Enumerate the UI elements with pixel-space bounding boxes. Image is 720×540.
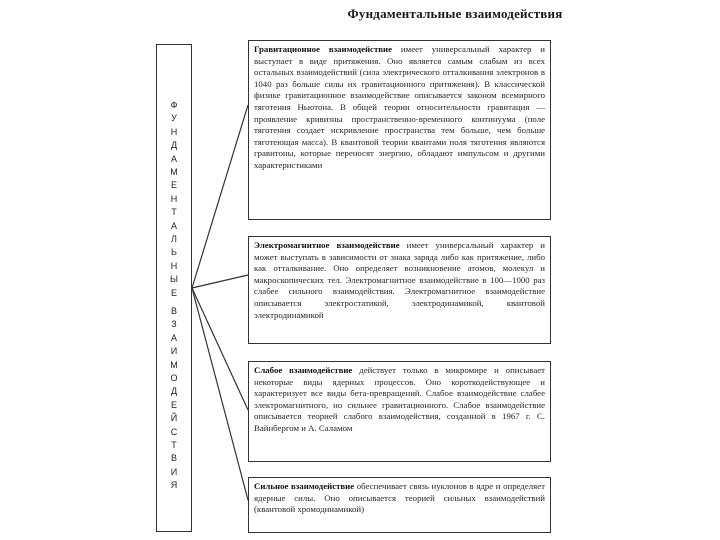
block-term: Гравитационное взаимодействие bbox=[254, 44, 393, 54]
vertical-letter: И bbox=[170, 346, 178, 357]
vertical-letter: Л bbox=[171, 234, 177, 245]
connector-line-weak bbox=[192, 288, 248, 410]
vertical-letter: А bbox=[170, 153, 177, 164]
vertical-word-interactions bbox=[157, 305, 191, 493]
vertical-letter: И bbox=[170, 466, 178, 477]
vertical-letter: М bbox=[170, 167, 178, 178]
block-term: Сильное взаимодействие bbox=[254, 481, 355, 491]
connector-line-strong bbox=[192, 288, 248, 500]
vertical-label-box bbox=[156, 44, 192, 532]
vertical-letter: Й bbox=[170, 413, 178, 424]
vertical-letter: Е bbox=[170, 287, 177, 298]
weak-interaction-block bbox=[248, 361, 551, 462]
vertical-letter: О bbox=[170, 373, 178, 384]
connector-line-gravitational bbox=[192, 105, 248, 288]
block-text: имеет универсальный характер и может выступать в зависимости от знака заряда либо как притяжение, либо как отталкивание. Оно определяет возникновение атомов, молекул и макроскопических тел. Электромагнитное взаимодействие в 100—1000 раз слабее сильного взаимодействия. Электромагнитное взаимодействие описывается электростатикой, электродинамикой, квантовой электродинамикой bbox=[254, 240, 546, 320]
block-text: обеспечивает связь нуклонов в ядре и определяет ядерные силы. Оно описывается теорией сильных взаимодействий (квантовой хромодинамикой) bbox=[254, 481, 545, 515]
vertical-letter: Е bbox=[170, 180, 177, 191]
gravitational-interaction-block bbox=[248, 40, 551, 220]
block-text: действует только в микромире и описывает некоторые виды ядерных процессов. Оно короткодействующее и характеризует все виды бета-превращений. Слабое взаимодействие слабее электромагнитного, но сильнее гравитационного. Слабое взаимодействие описывается теорией слабого взаимодействия, созданной в 1967 г. С. Вайнбергом и А. Саламом bbox=[254, 365, 545, 433]
vertical-letter: Н bbox=[170, 126, 178, 137]
vertical-letter: Я bbox=[170, 480, 178, 491]
vertical-letter: Д bbox=[170, 140, 178, 151]
connector-line-electromagnetic bbox=[192, 275, 248, 288]
block-text: имеет универсальный характер и выступает в виде притяжения. Оно является самым слабым из всех остальных взаимодействий (сила электрического отталкивания электронов в 1040 раз больше силы их гравитационного притяжения). В классической физике гравитационное взаимодействие описывается законом всемирного тяготения Ньютона. В общей теории относительности гравитация — проявление кривизны пространственно-временного континуума (поле тяготения создает искривление пространства тем больше, чем больше тяготеющая масса). В квантовой теории квантами поля тяготения являются гравитоны, которые переносят энергию, обладают импульсом и другими характеристиками bbox=[254, 44, 545, 170]
vertical-letter: Т bbox=[171, 440, 177, 451]
vertical-letter: Н bbox=[170, 260, 178, 271]
vertical-letter: В bbox=[170, 453, 177, 464]
vertical-letter: Ь bbox=[171, 247, 177, 258]
vertical-letter: С bbox=[170, 426, 178, 437]
vertical-letter: У bbox=[171, 113, 177, 124]
vertical-letter: В bbox=[170, 306, 177, 316]
vertical-letter: Ф bbox=[170, 100, 178, 110]
vertical-word-fundamental bbox=[157, 99, 191, 300]
vertical-letter: М bbox=[170, 359, 178, 370]
vertical-letter: А bbox=[170, 332, 177, 343]
vertical-letter: Д bbox=[170, 386, 178, 397]
block-term: Электромагнитное взаимодействие bbox=[254, 240, 400, 250]
block-term: Слабое взаимодействие bbox=[254, 365, 353, 375]
vertical-letter: А bbox=[170, 220, 177, 231]
vertical-letter: Ы bbox=[170, 274, 178, 285]
vertical-letter: Е bbox=[170, 399, 177, 410]
strong-interaction-block bbox=[248, 477, 551, 533]
page-title: Фундаментальные взаимодействия bbox=[347, 6, 563, 21]
vertical-letter: З bbox=[171, 319, 177, 330]
electromagnetic-interaction-block bbox=[248, 236, 551, 344]
vertical-letter: Н bbox=[170, 193, 178, 204]
vertical-letter: Т bbox=[171, 207, 177, 218]
